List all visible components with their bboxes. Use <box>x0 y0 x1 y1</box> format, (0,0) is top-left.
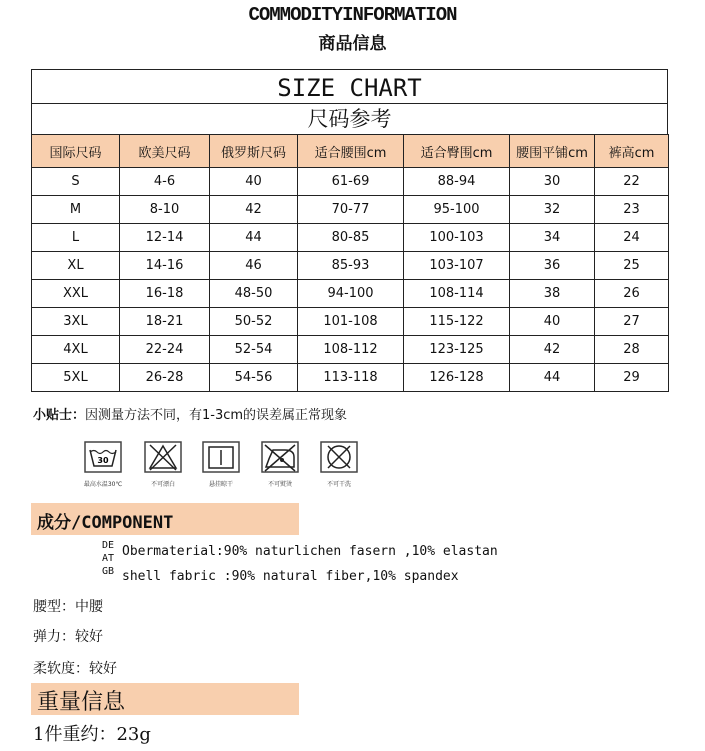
table-cell: 40 <box>510 308 595 336</box>
table-cell: 52-54 <box>210 336 298 364</box>
table-cell: 95-100 <box>404 196 510 224</box>
weight-heading: 重量信息 <box>37 690 126 715</box>
table-cell: 50-52 <box>210 308 298 336</box>
component-heading: 成分/COMPONENT <box>37 513 174 533</box>
size-table <box>31 134 669 392</box>
table-row <box>32 224 669 252</box>
table-cell: 103-107 <box>404 252 510 280</box>
table-cell: 4-6 <box>120 168 210 196</box>
no-bleach-icon <box>141 441 185 488</box>
table-row <box>32 336 669 364</box>
table-cell: 23 <box>595 196 669 224</box>
country-code: DE <box>102 540 115 551</box>
country-code: GB <box>102 566 115 577</box>
table-cell: S <box>32 168 120 196</box>
table-cell: 85-93 <box>298 252 404 280</box>
softness <box>33 658 117 678</box>
table-cell: 27 <box>595 308 669 336</box>
table-cell: 94-100 <box>298 280 404 308</box>
table-cell: 61-69 <box>298 168 404 196</box>
no-dry-clean-caption: 不可干洗 <box>326 481 351 488</box>
weight-heading-band <box>31 683 299 715</box>
table-cell: 28 <box>595 336 669 364</box>
table-row <box>32 280 669 308</box>
table-row <box>32 252 669 280</box>
table-cell: 54-56 <box>210 364 298 392</box>
table-cell: 123-125 <box>404 336 510 364</box>
title-english: COMMODITYINFORMATION <box>248 4 457 26</box>
no-dry-clean-icon <box>317 441 361 488</box>
column-header: 适合腰围cm <box>298 135 404 168</box>
table-cell: 126-128 <box>404 364 510 392</box>
table-cell: 108-114 <box>404 280 510 308</box>
column-header: 国际尺码 <box>32 135 120 168</box>
tip-label: 小贴士： <box>33 408 86 423</box>
column-header: 裤高cm <box>595 135 669 168</box>
table-cell: 44 <box>510 364 595 392</box>
no-iron-caption: 不可熨烫 <box>267 481 292 488</box>
table-cell: 14-16 <box>120 252 210 280</box>
table-cell: 115-122 <box>404 308 510 336</box>
size-table-body <box>32 168 669 392</box>
table-cell: 12-14 <box>120 224 210 252</box>
table-cell: 108-112 <box>298 336 404 364</box>
title-chinese: 商品信息 <box>318 34 387 54</box>
table-cell: 24 <box>595 224 669 252</box>
table-cell: 101-108 <box>298 308 404 336</box>
wash-30-icon <box>81 441 125 488</box>
table-cell: 3XL <box>32 308 120 336</box>
column-header: 适合臀围cm <box>404 135 510 168</box>
table-cell: 42 <box>210 196 298 224</box>
size-chart-title: SIZE CHART <box>31 69 668 103</box>
hang-dry-caption: 悬挂晾干 <box>208 481 233 488</box>
table-cell: M <box>32 196 120 224</box>
composition-gb: shell fabric :90% natural fiber,10% spandex <box>122 569 459 584</box>
table-row <box>32 196 669 224</box>
table-cell: XL <box>32 252 120 280</box>
table-cell: 32 <box>510 196 595 224</box>
table-cell: 44 <box>210 224 298 252</box>
country-codes <box>102 539 114 578</box>
wash-temp: 30 <box>97 456 109 465</box>
table-cell: 16-18 <box>120 280 210 308</box>
table-cell: 80-85 <box>298 224 404 252</box>
no-iron-icon <box>258 441 302 488</box>
table-cell: 100-103 <box>404 224 510 252</box>
table-cell: 40 <box>210 168 298 196</box>
table-cell: 29 <box>595 364 669 392</box>
property-label: 腰型： <box>33 599 75 615</box>
table-cell: 22-24 <box>120 336 210 364</box>
table-cell: 34 <box>510 224 595 252</box>
table-cell: 30 <box>510 168 595 196</box>
wash-caption: 最高水温30℃ <box>83 481 123 488</box>
table-row <box>32 308 669 336</box>
table-cell: 113-118 <box>298 364 404 392</box>
component-heading-band <box>31 503 299 535</box>
table-cell: 25 <box>595 252 669 280</box>
table-cell: XXL <box>32 280 120 308</box>
table-row <box>32 364 669 392</box>
table-cell: 42 <box>510 336 595 364</box>
column-header: 腰围平铺cm <box>510 135 595 168</box>
property-value: 中腰 <box>75 599 103 615</box>
size-chart-subtitle: 尺码参考 <box>31 103 668 134</box>
tip-text: 因测量方法不同，有1-3cm的误差属正常现象 <box>85 408 348 423</box>
table-header-row <box>32 135 669 168</box>
composition-de: Obermaterial:90% naturlichen fasern ,10% elastan <box>122 544 498 559</box>
table-cell: 48-50 <box>210 280 298 308</box>
table-cell: 36 <box>510 252 595 280</box>
table-cell: 22 <box>595 168 669 196</box>
property-label: 弹力： <box>33 629 75 645</box>
weight-text: 1件重约：23g <box>33 724 151 745</box>
property-label: 柔软度： <box>33 661 89 677</box>
table-cell: 5XL <box>32 364 120 392</box>
no-bleach-caption: 不可漂白 <box>150 481 175 488</box>
table-cell: 8-10 <box>120 196 210 224</box>
table-cell: 18-21 <box>120 308 210 336</box>
table-cell: 88-94 <box>404 168 510 196</box>
property-value: 较好 <box>75 629 103 645</box>
table-cell: L <box>32 224 120 252</box>
size-chart <box>31 69 668 392</box>
property-value: 较好 <box>89 661 117 677</box>
size-tip <box>33 404 347 423</box>
table-cell: 70-77 <box>298 196 404 224</box>
column-header: 俄罗斯尺码 <box>210 135 298 168</box>
table-cell: 26-28 <box>120 364 210 392</box>
country-code: AT <box>102 553 115 564</box>
column-header: 欧美尺码 <box>120 135 210 168</box>
hang-dry-icon <box>199 441 243 488</box>
table-cell: 38 <box>510 280 595 308</box>
waist-type <box>33 596 103 616</box>
table-row <box>32 168 669 196</box>
elasticity <box>33 626 103 646</box>
table-cell: 46 <box>210 252 298 280</box>
table-cell: 4XL <box>32 336 120 364</box>
table-cell: 26 <box>595 280 669 308</box>
